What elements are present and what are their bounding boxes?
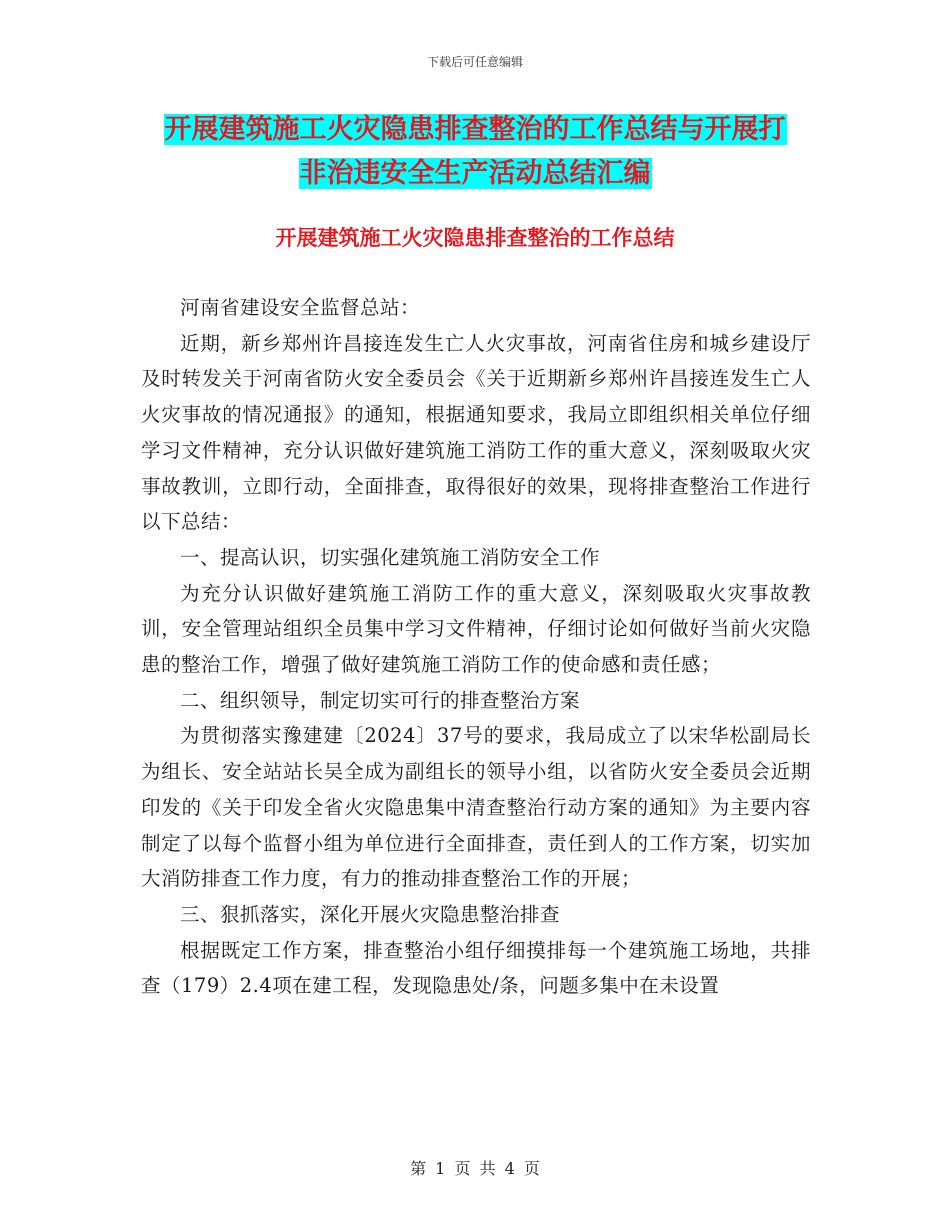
paragraph: 根据既定工作方案，排查整治小组仔细摸排每一个建筑施工场地，共排查（179）2.4项在建工程，发现隐患处/条，问题多集中在未设置 (141, 938, 811, 998)
document-title-text-1: 开展建筑施工火灾隐患排查整治的工作总结与开展打 (164, 114, 786, 145)
page-number: 第 1 页 共 4 页 (410, 1159, 540, 1178)
paragraph: 近期，新乡郑州许昌接连发生亡人火灾事故，河南省住房和城乡建设厅及时转发关于河南省防火安全委员会《关于近期新乡郑州许昌接连发生亡人火灾事故的情况通报》的通知，根据通知要求，我局立即组织相关单位仔细学习文件精神，充分认识做好建筑施工消防工作的重大意义，深刻吸取火灾事故教训，立即行动，全面排查，取得很好的效果，现将排查整治工作进行以下总结： (141, 331, 811, 534)
document-title-text-2: 非治违安全生产活动总结汇编 (299, 158, 651, 189)
salutation: 河南省建设安全监督总站： (180, 296, 421, 319)
heading-3: 三、狠抓落实，深化开展火灾隐患整治排查 (180, 902, 561, 926)
heading-1: 一、提高认识，切实强化建筑施工消防安全工作 (180, 545, 601, 569)
document-body (141, 290, 811, 1004)
heading-2: 二、组织领导，制定切实可行的排查整治方案 (180, 688, 581, 712)
section-title: 开展建筑施工火灾隐患排查整治的工作总结 (275, 226, 675, 250)
document-title-line-1 (0, 112, 950, 148)
paragraph: 为贯彻落实豫建建〔2024〕37号的要求，我局成立了以宋华松副局长为组长、安全站站长吴全成为副组长的领导小组，以省防火安全委员会近期印发的《关于印发全省火灾隐患集中清查整治行动方案的通知》为主要内容制定了以每个监督小组为单位进行全面排查，责任到人的工作方案，切实加大消防排查工作力度，有力的推动排查整治工作的开展； (141, 724, 811, 891)
header-note: 下载后可任意编辑 (426, 55, 523, 69)
document-title-line-2 (0, 156, 950, 192)
paragraph: 为充分认识做好建筑施工消防工作的重大意义，深刻吸取火灾事故教训，安全管理站组织全员集中学习文件精神，仔细讨论如何做好当前火灾隐患的整治工作，增强了做好建筑施工消防工作的使命感和责任感； (141, 581, 811, 677)
